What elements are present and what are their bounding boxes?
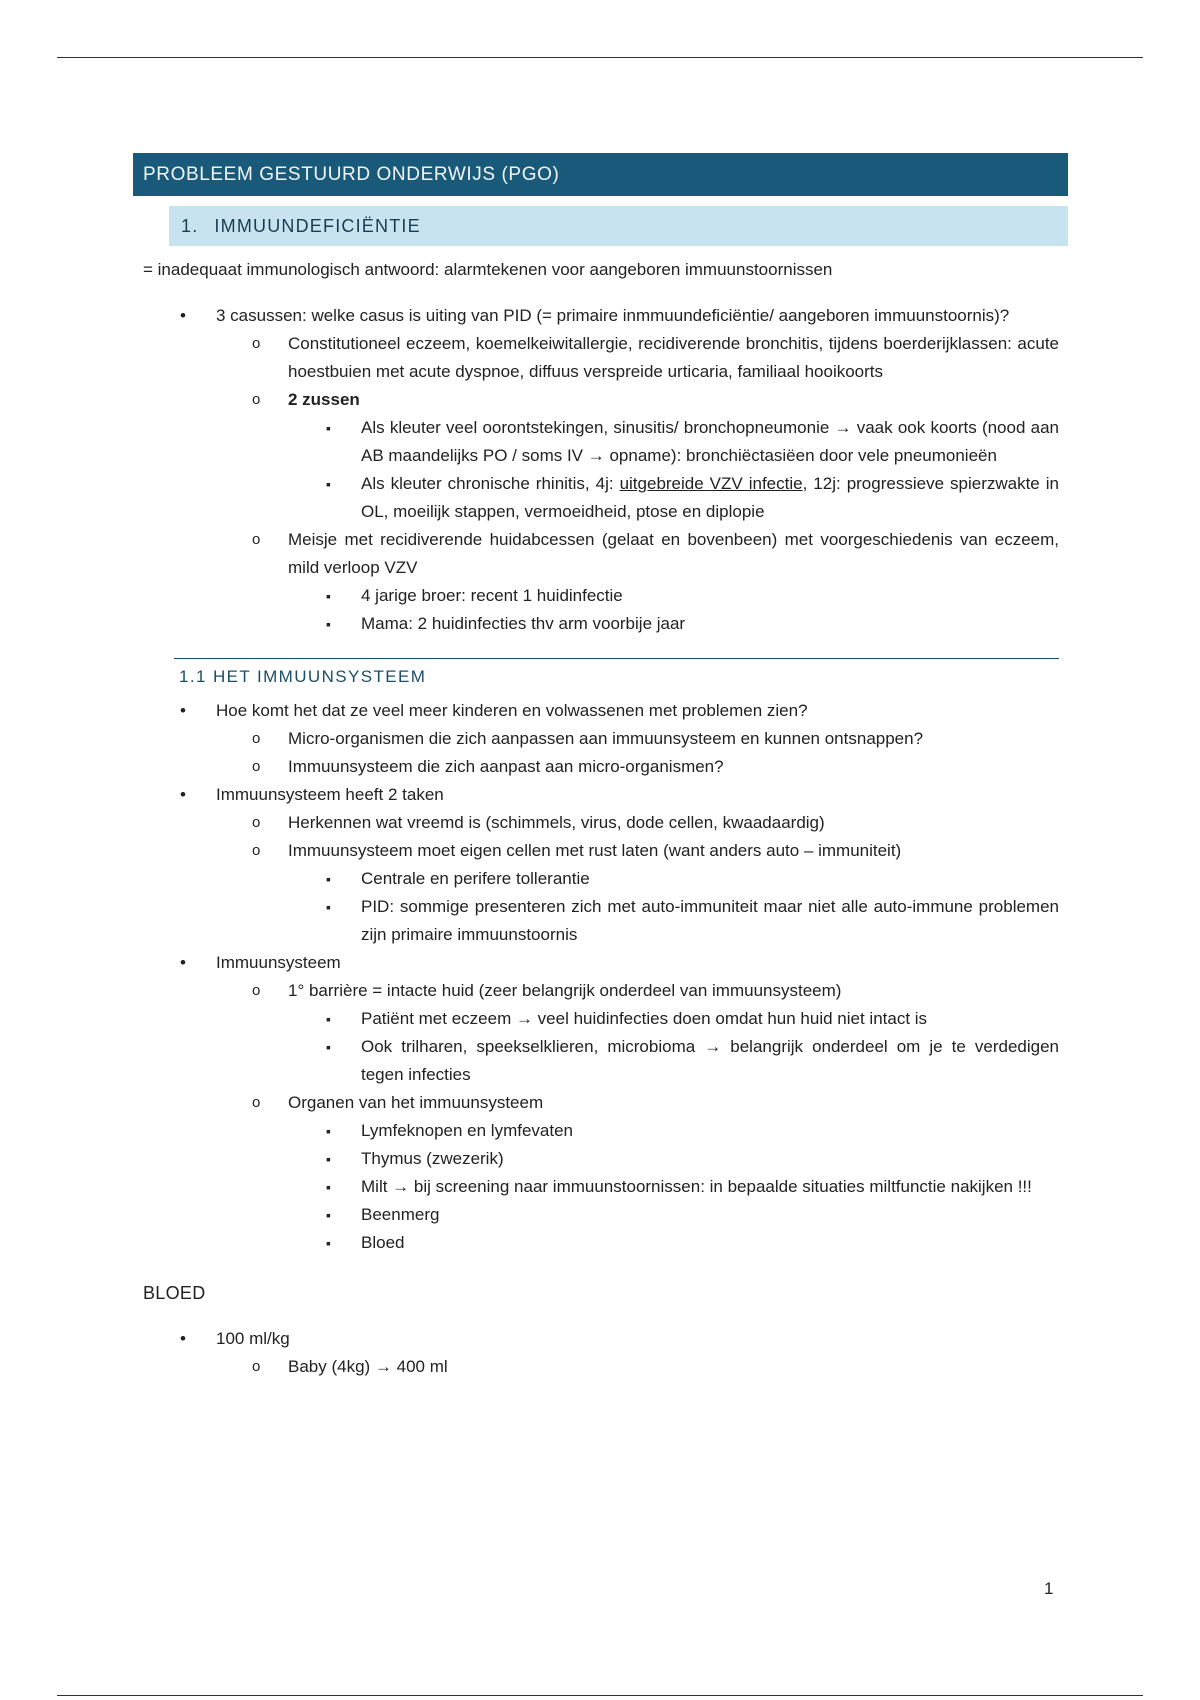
- immuun-sys: Immuunsysteem: [216, 953, 341, 972]
- bloed-heading: BLOED: [143, 1283, 206, 1303]
- casussen-question: 3 casussen: welke casus is uiting van PID (= primaire inmmuundeficiëntie/ aangeboren immuunstoornis)?: [216, 306, 1010, 325]
- list-item: ▪ Thymus (zwezerik): [361, 1145, 1059, 1173]
- case-3: [288, 526, 1059, 638]
- bloed-item: 100 ml/kg: [216, 1329, 290, 1348]
- list-item: ▪ Centrale en perifere tollerantie: [361, 865, 1059, 893]
- case-2-item-2-text: Als kleuter chronische rhinitis, 4j:: [361, 474, 620, 493]
- case-2-item-1: ▪ Als kleuter veel oorontstekingen, sinusitis/ bronchopneumonie → vaak ook koorts (nood aan AB maandelijks PO / soms IV → opname): bronchiëctasiëen door vele pneumonieën: [361, 414, 1059, 470]
- case-2-title: 2 zussen: [288, 390, 360, 409]
- case-2: [288, 386, 1059, 526]
- case-3-text: Meisje met recidiverende huidabcessen (gelaat en bovenbeen) met voorgeschiedenis van eczeem, mild verloop VZV: [288, 530, 1059, 577]
- immuun-taken: Immuunsysteem heeft 2 taken: [216, 785, 444, 804]
- immuun-sys-sublist: [288, 977, 1059, 1257]
- list-item: ▪ Patiënt met eczeem → veel huidinfecties doen omdat hun huid niet intact is: [361, 1005, 1059, 1033]
- list-item: ▪ Lymfeknopen en lymfevaten: [361, 1117, 1059, 1145]
- list-item: ▪ Milt → bij screening naar immuunstoornissen: in bepaalde situaties miltfunctie nakijken !!!: [361, 1173, 1059, 1201]
- immuun-taken-b-items: [361, 865, 1059, 949]
- underlined-text: uitgebreide VZV infectie: [619, 474, 803, 493]
- page-bottom-rule: [57, 1695, 1143, 1696]
- section-title: IMMUUNDEFICIËNTIE: [214, 216, 421, 236]
- list-item: ▪ Beenmerg: [361, 1201, 1059, 1229]
- casussen-sublist: [288, 330, 1059, 638]
- document-page: [133, 153, 1068, 1381]
- immuun-question: Hoe komt het dat ze veel meer kinderen en volwassenen met problemen zien?: [216, 701, 808, 720]
- immuun-taken-sublist: [288, 809, 1059, 949]
- immuun-sys-a-items: [361, 1005, 1059, 1089]
- list-item: ▪ PID: sommige presenteren zich met auto-immuniteit maar niet alle auto-immune problemen zijn primaire immuunstoornis: [361, 893, 1059, 949]
- list-item: ▪ Bloed: [361, 1229, 1059, 1257]
- section-number: 1.: [181, 216, 199, 236]
- casussen-list: [216, 302, 1059, 638]
- list-item: [288, 837, 1059, 949]
- list-item: [216, 781, 1059, 949]
- immuunsysteem-list: [216, 697, 1059, 1257]
- case-2-item-2-rest: , 12j: progressieve spierzwakte in OL, moeilijk stappen, vermoeidheid, ptose en diplopie: [361, 474, 1059, 521]
- chapter-heading: PROBLEEM GESTUURD ONDERWIJS (PGO): [133, 153, 1068, 196]
- case-1: o Constitutioneel eczeem, koemelkeiwitallergie, recidiverende bronchitis, tijdens boerderijklassen: acute hoestbuien met acute dyspnoe, diffuus verspreide urticaria, familiaal hooikoorts: [288, 330, 1059, 386]
- list-item: ▪ Ook trilharen, speekselklieren, microbioma → belangrijk onderdeel om je te verdedigen tegen infecties: [361, 1033, 1059, 1089]
- case-3-item-1: ▪ 4 jarige broer: recent 1 huidinfectie: [361, 582, 1059, 610]
- list-item: [288, 977, 1059, 1089]
- list-item: [288, 1089, 1059, 1257]
- case-2-items: [361, 414, 1059, 526]
- case-3-item-2: ▪ Mama: 2 huidinfecties thv arm voorbije jaar: [361, 610, 1059, 638]
- list-item: o Immuunsysteem die zich aanpast aan micro-organismen?: [288, 753, 1059, 781]
- immuun-sys-b: Organen van het immuunsysteem: [288, 1093, 544, 1112]
- case-2-item-2: [361, 470, 1059, 526]
- bloed-list: [216, 1325, 1059, 1381]
- section-heading: [169, 206, 1068, 246]
- list-item: [216, 302, 1059, 638]
- immuun-taken-b: Immuunsysteem moet eigen cellen met rust laten (want anders auto – immuniteit): [288, 841, 902, 860]
- list-item: o Baby (4kg) → 400 ml: [288, 1353, 1059, 1381]
- list-item: [216, 697, 1059, 781]
- list-item: o Herkennen wat vreemd is (schimmels, virus, dode cellen, kwaadaardig): [288, 809, 1059, 837]
- bloed-sublist: [288, 1353, 1059, 1381]
- immuun-sys-b-items: [361, 1117, 1059, 1257]
- list-item: [216, 949, 1059, 1257]
- immuun-question-sublist: [288, 725, 1059, 781]
- subsection-title: 1.1 HET IMMUUNSYSTEEM: [179, 667, 427, 686]
- subsection-heading-block: [174, 658, 1059, 693]
- list-item: [216, 1325, 1059, 1381]
- subsection-rule: [174, 658, 1059, 659]
- page-number: 1: [1044, 1579, 1054, 1598]
- case-3-items: [361, 582, 1059, 638]
- intro-text: = inadequaat immunologisch antwoord: alarmtekenen voor aangeboren immuunstoornissen: [143, 260, 833, 279]
- list-item: o Micro-organismen die zich aanpassen aan immuunsysteem en kunnen ontsnappen?: [288, 725, 1059, 753]
- page-top-rule: [57, 57, 1143, 58]
- immuun-sys-a: 1° barrière = intacte huid (zeer belangrijk onderdeel van immuunsysteem): [288, 981, 842, 1000]
